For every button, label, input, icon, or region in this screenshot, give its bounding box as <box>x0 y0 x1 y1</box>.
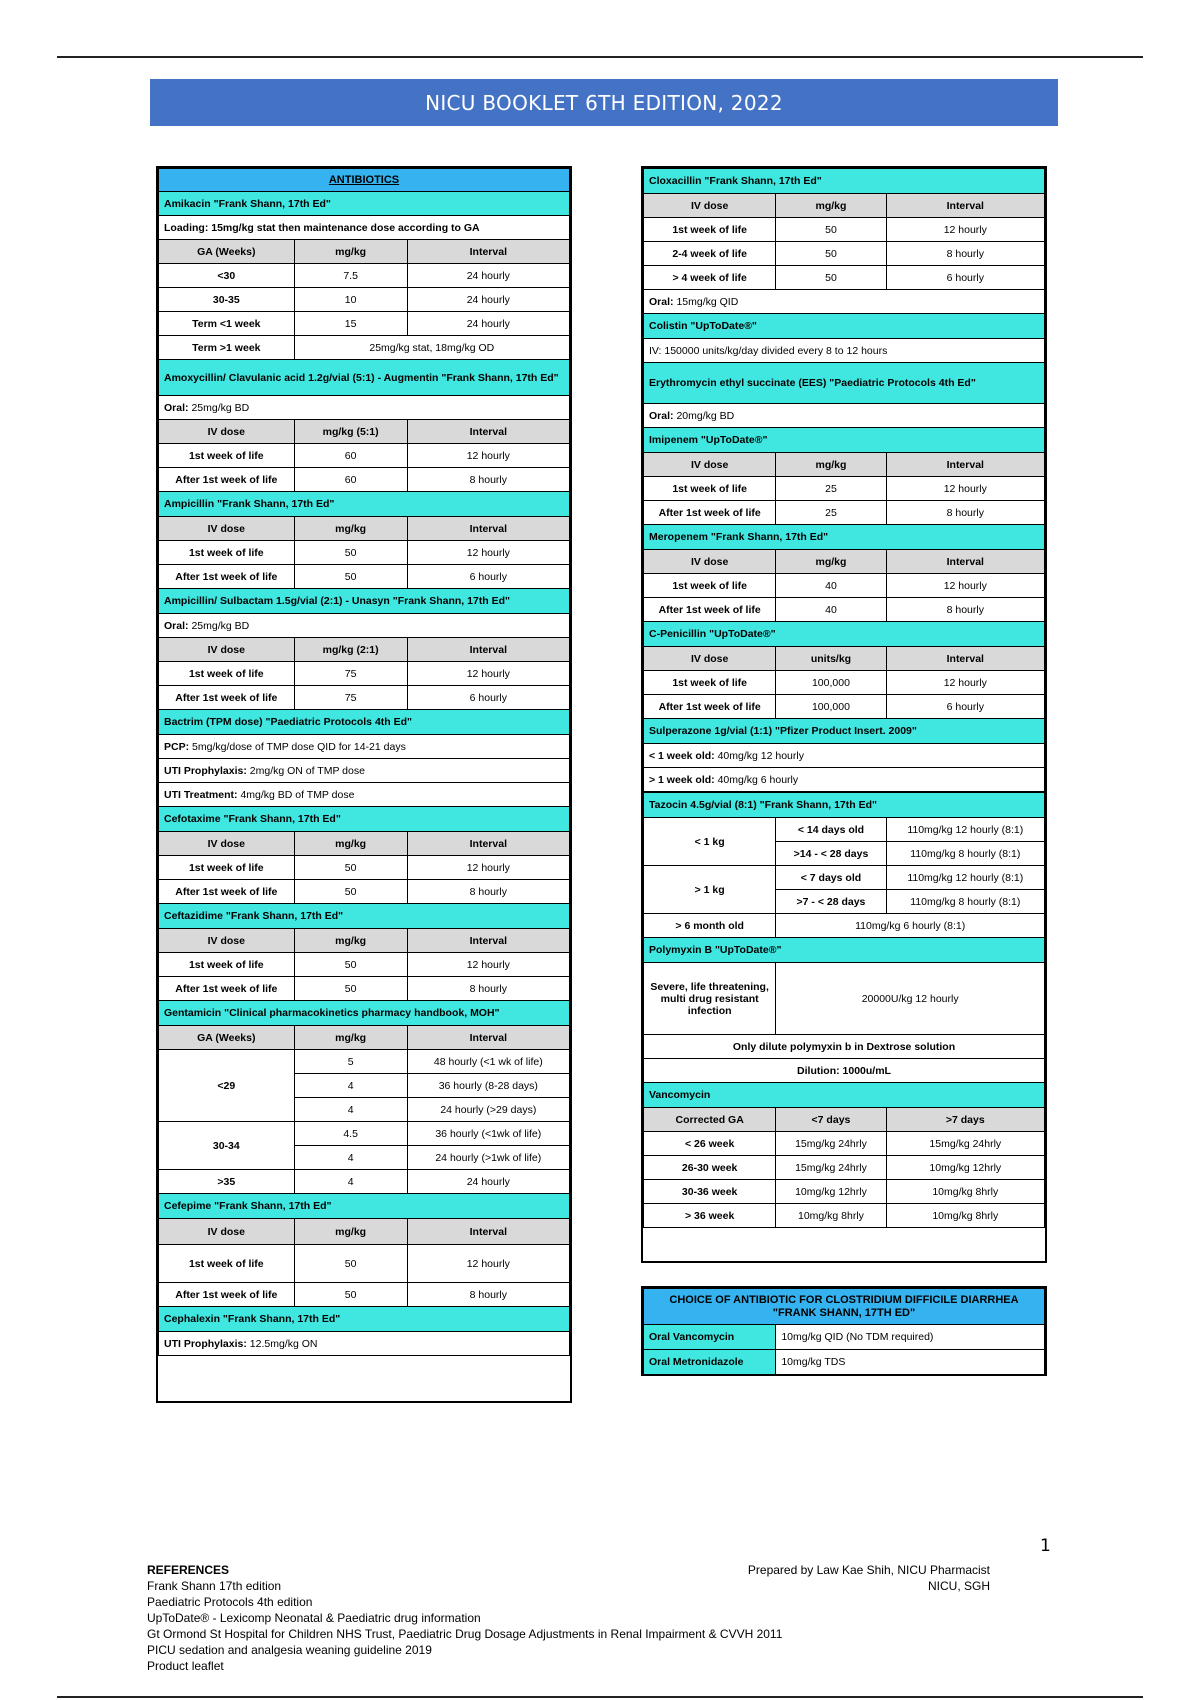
cell: 12 hourly <box>407 856 569 880</box>
cell: 5 <box>294 1050 407 1074</box>
col-header: Interval <box>407 240 569 264</box>
cell: < 1 kg <box>644 818 776 866</box>
amoxy-header: Amoxycillin/ Clavulanic acid 1.2g/vial (5:1) - Augmentin "Frank Shann, 17th Ed" <box>159 360 570 396</box>
cell: 1st week of life <box>159 444 295 468</box>
cell: After 1st week of life <box>644 598 776 622</box>
col-header: mg/kg <box>294 1026 407 1050</box>
cell: 8 hourly <box>407 468 569 492</box>
antibiotics-title: ANTIBIOTICS <box>159 169 570 192</box>
col-header: mg/kg <box>776 453 886 477</box>
cell: 25 <box>776 501 886 525</box>
col-header: mg/kg <box>776 550 886 574</box>
cell: 24 hourly (>1wk of life) <box>407 1146 569 1170</box>
col-header: Interval <box>886 453 1044 477</box>
polymyxin-note: Only dilute polymyxin b in Dextrose solution <box>644 1035 1045 1059</box>
cell: 12 hourly <box>407 1245 569 1283</box>
col-header: IV dose <box>644 550 776 574</box>
cdiff-table <box>641 1286 1047 1376</box>
cell: 50 <box>294 953 407 977</box>
cell: 48 hourly (<1 wk of life) <box>407 1050 569 1074</box>
cell: 4.5 <box>294 1122 407 1146</box>
cell: 15mg/kg 24hrly <box>776 1156 886 1180</box>
cell: 12 hourly <box>407 541 569 565</box>
cell: 10mg/kg 8hrly <box>886 1180 1044 1204</box>
cell: 50 <box>776 242 886 266</box>
cell: 10mg/kg 8hrly <box>886 1204 1044 1228</box>
col-header: IV dose <box>159 1219 295 1245</box>
col-header: mg/kg <box>294 1219 407 1245</box>
cell: 1st week of life <box>159 662 295 686</box>
bottom-rule <box>57 1696 1143 1698</box>
ees-header: Erythromycin ethyl succinate (EES) "Paediatric Protocols 4th Ed" <box>644 363 1045 404</box>
cell: 12 hourly <box>407 662 569 686</box>
unasyn-header: Ampicillin/ Sulbactam 1.5g/vial (2:1) - Unasyn "Frank Shann, 17th Ed" <box>159 589 570 614</box>
col-header: <7 days <box>776 1108 886 1132</box>
sulperazone-line: > 1 week old: 40mg/kg 6 hourly <box>644 768 1045 792</box>
cell: 30-35 <box>159 288 295 312</box>
col-header: Interval <box>886 550 1044 574</box>
page-banner: NICU BOOKLET 6TH EDITION, 2022 <box>150 79 1058 126</box>
sulperazone-line: < 1 week old: 40mg/kg 12 hourly <box>644 744 1045 768</box>
cell: 1st week of life <box>159 541 295 565</box>
cell: 12 hourly <box>407 444 569 468</box>
cell: After 1st week of life <box>159 1283 295 1307</box>
unasyn-oral: Oral: 25mg/kg BD <box>159 614 570 638</box>
cell: 60 <box>294 468 407 492</box>
cell: 1st week of life <box>644 477 776 501</box>
cloxacillin-oral: Oral: 15mg/kg QID <box>644 290 1045 314</box>
cell: 1st week of life <box>644 671 776 695</box>
col-header: Interval <box>407 832 569 856</box>
cell: 12 hourly <box>407 953 569 977</box>
col-header: units/kg <box>776 647 886 671</box>
cell: 2-4 week of life <box>644 242 776 266</box>
col-header: IV dose <box>644 453 776 477</box>
col-header: Interval <box>886 194 1044 218</box>
cell: 8 hourly <box>886 501 1044 525</box>
col-header: Interval <box>886 647 1044 671</box>
cell: < 14 days old <box>776 818 886 842</box>
colistin-line: IV: 150000 units/kg/day divided every 8 to 12 hours <box>644 339 1045 363</box>
bactrim-line: UTI Treatment: 4mg/kg BD of TMP dose <box>159 783 570 807</box>
ampicillin-header: Ampicillin "Frank Shann, 17th Ed" <box>159 492 570 517</box>
col-header: mg/kg <box>294 240 407 264</box>
tazocin-header: Tazocin 4.5g/vial (8:1) "Frank Shann, 17th Ed" <box>644 793 1045 818</box>
cell: 36 hourly (<1wk of life) <box>407 1122 569 1146</box>
cell: < 7 days old <box>776 866 886 890</box>
cell: 10 <box>294 288 407 312</box>
col-header: IV dose <box>159 929 295 953</box>
cell: 4 <box>294 1146 407 1170</box>
cell: > 1 kg <box>644 866 776 914</box>
cell: Term <1 week <box>159 312 295 336</box>
cephalexin-line: UTI Prophylaxis: 12.5mg/kg ON <box>159 1332 570 1356</box>
ceftazidime-header: Ceftazidime "Frank Shann, 17th Ed" <box>159 904 570 929</box>
cell: 24 hourly <box>407 312 569 336</box>
col-header: >7 days <box>886 1108 1044 1132</box>
cell: 50 <box>294 541 407 565</box>
col-header: Interval <box>407 638 569 662</box>
cell: 110mg/kg 6 hourly (8:1) <box>776 914 1045 938</box>
cell: 6 hourly <box>886 695 1044 719</box>
cell: 30-36 week <box>644 1180 776 1204</box>
cell: 26-30 week <box>644 1156 776 1180</box>
cell: 8 hourly <box>886 242 1044 266</box>
col-header: Interval <box>407 1026 569 1050</box>
cell: 110mg/kg 12 hourly (8:1) <box>886 818 1044 842</box>
cloxacillin-header: Cloxacillin "Frank Shann, 17th Ed" <box>644 169 1045 194</box>
cell: 10mg/kg 12hrly <box>776 1180 886 1204</box>
cell: Oral Metronidazole <box>644 1350 776 1375</box>
prepared-line: Prepared by Law Kae Shih, NICU Pharmacist <box>747 1563 990 1577</box>
bactrim-header: Bactrim (TPM dose) "Paediatric Protocols 4th Ed" <box>159 710 570 735</box>
sulperazone-header: Sulperazone 1g/vial (1:1) "Pfizer Product Insert. 2009" <box>644 719 1045 744</box>
cell: 110mg/kg 12 hourly (8:1) <box>886 866 1044 890</box>
cell: 50 <box>294 880 407 904</box>
cell: After 1st week of life <box>159 977 295 1001</box>
cell: After 1st week of life <box>644 695 776 719</box>
cell: After 1st week of life <box>159 880 295 904</box>
col-header: GA (Weeks) <box>159 1026 295 1050</box>
amoxy-oral: Oral: 25mg/kg BD <box>159 396 570 420</box>
col-header: IV dose <box>644 647 776 671</box>
cell: 50 <box>294 977 407 1001</box>
colistin-header: Colistin "UpToDate®" <box>644 314 1045 339</box>
reference-item: Product leaflet <box>147 1659 224 1673</box>
cell: 100,000 <box>776 695 886 719</box>
cell: > 4 week of life <box>644 266 776 290</box>
cell: >14 - < 28 days <box>776 842 886 866</box>
col-header: mg/kg <box>776 194 886 218</box>
cell: 24 hourly <box>407 1170 569 1194</box>
cell: 12 hourly <box>886 671 1044 695</box>
cell: 15mg/kg 24hrly <box>776 1132 886 1156</box>
cell: 1st week of life <box>159 856 295 880</box>
ees-oral: Oral: 20mg/kg BD <box>644 404 1045 428</box>
reference-item: Frank Shann 17th edition <box>147 1579 282 1593</box>
col-header: mg/kg <box>294 517 407 541</box>
reference-item: Paediatric Protocols 4th edition <box>147 1595 313 1609</box>
vancomycin-header: Vancomycin <box>644 1083 1045 1108</box>
col-header: IV dose <box>159 420 295 444</box>
cell: 24 hourly <box>407 288 569 312</box>
cell: 10mg/kg TDS <box>776 1350 1045 1375</box>
cell: 4 <box>294 1098 407 1122</box>
reference-item: PICU sedation and analgesia weaning guideline 2019 <box>147 1643 432 1657</box>
col-header: Interval <box>407 929 569 953</box>
bactrim-line: UTI Prophylaxis: 2mg/kg ON of TMP dose <box>159 759 570 783</box>
cell: 100,000 <box>776 671 886 695</box>
cell: 40 <box>776 598 886 622</box>
cell: 8 hourly <box>407 977 569 1001</box>
col-header: IV dose <box>159 517 295 541</box>
cephalexin-header: Cephalexin "Frank Shann, 17th Ed" <box>159 1307 570 1332</box>
cell: 30-34 <box>159 1122 295 1170</box>
cell: 12 hourly <box>886 218 1044 242</box>
cell: >35 <box>159 1170 295 1194</box>
polymyxin-header: Polymyxin B "UpToDate®" <box>644 938 1045 963</box>
cell: 50 <box>294 1283 407 1307</box>
cell: 10mg/kg QID (No TDM required) <box>776 1325 1045 1350</box>
cell: 10mg/kg 12hrly <box>886 1156 1044 1180</box>
cell: Term >1 week <box>159 336 295 360</box>
antibiotics-table-left <box>156 166 572 1403</box>
col-header: IV dose <box>159 832 295 856</box>
col-header: mg/kg <box>294 929 407 953</box>
antibiotics-table-right <box>641 166 1047 1263</box>
cell: 1st week of life <box>644 218 776 242</box>
cell: 24 hourly (>29 days) <box>407 1098 569 1122</box>
cell: 60 <box>294 444 407 468</box>
cell: 8 hourly <box>407 880 569 904</box>
col-header: Interval <box>407 517 569 541</box>
cell: 75 <box>294 662 407 686</box>
cell: 15 <box>294 312 407 336</box>
cell: 7.5 <box>294 264 407 288</box>
cell: 1st week of life <box>159 953 295 977</box>
col-header: Interval <box>407 420 569 444</box>
cell: 1st week of life <box>644 574 776 598</box>
cell: Severe, life threatening, multi drug resistant infection <box>644 963 776 1035</box>
polymyxin-note: Dilution: 1000u/mL <box>644 1059 1045 1083</box>
amikacin-header: Amikacin "Frank Shann, 17th Ed" <box>159 192 570 216</box>
cell: After 1st week of life <box>644 501 776 525</box>
cefotaxime-header: Cefotaxime "Frank Shann, 17th Ed" <box>159 807 570 832</box>
cell: 1st week of life <box>159 1245 295 1283</box>
col-header: Corrected GA <box>644 1108 776 1132</box>
cell: After 1st week of life <box>159 686 295 710</box>
reference-item: UpToDate® - Lexicomp Neonatal & Paediatric drug information <box>147 1611 481 1625</box>
cell: 6 hourly <box>407 565 569 589</box>
references-title: REFERENCES <box>147 1563 230 1577</box>
cell: 50 <box>294 1245 407 1283</box>
cell: 12 hourly <box>886 574 1044 598</box>
reference-item: Gt Ormond St Hospital for Children NHS Trust, Paediatric Drug Dosage Adjustments in Renal Impairment & CVVH 2011 <box>147 1627 783 1641</box>
col-header: Interval <box>407 1219 569 1245</box>
cell: 50 <box>294 565 407 589</box>
gentamicin-header: Gentamicin "Clinical pharmacokinetics pharmacy handbook, MOH" <box>159 1001 570 1026</box>
cell: < 26 week <box>644 1132 776 1156</box>
cell: > 36 week <box>644 1204 776 1228</box>
cpen-header: C-Penicillin "UpToDate®" <box>644 622 1045 647</box>
col-header: mg/kg (5:1) <box>294 420 407 444</box>
top-rule <box>57 56 1143 58</box>
bactrim-line: PCP: 5mg/kg/dose of TMP dose QID for 14-21 days <box>159 735 570 759</box>
cell: After 1st week of life <box>159 468 295 492</box>
cell: 20000U/kg 12 hourly <box>776 963 1045 1035</box>
col-header: IV dose <box>159 638 295 662</box>
cell: <30 <box>159 264 295 288</box>
col-header: IV dose <box>644 194 776 218</box>
prepared-by <box>748 1562 990 1594</box>
cell: 50 <box>776 266 886 290</box>
cell: 25mg/kg stat, 18mg/kg OD <box>294 336 569 360</box>
cdiff-title: CHOICE OF ANTIBIOTIC FOR CLOSTRIDIUM DIFFICILE DIARRHEA "FRANK SHANN, 17TH ED" <box>644 1289 1045 1325</box>
cefepime-header: Cefepime "Frank Shann, 17th Ed" <box>159 1194 570 1219</box>
col-header: mg/kg (2:1) <box>294 638 407 662</box>
page-number: 1 <box>1040 1536 1051 1556</box>
cell: 25 <box>776 477 886 501</box>
cell: <29 <box>159 1050 295 1122</box>
cell: 50 <box>776 218 886 242</box>
cell: 6 hourly <box>407 686 569 710</box>
cell: 110mg/kg 8 hourly (8:1) <box>886 842 1044 866</box>
cell: 40 <box>776 574 886 598</box>
cell: 4 <box>294 1170 407 1194</box>
cell: Oral Vancomycin <box>644 1325 776 1350</box>
cell: 4 <box>294 1074 407 1098</box>
cell: >7 - < 28 days <box>776 890 886 914</box>
references <box>147 1562 782 1674</box>
cell: 8 hourly <box>407 1283 569 1307</box>
imipenem-header: Imipenem "UpToDate®" <box>644 428 1045 453</box>
cell: 15mg/kg 24hrly <box>886 1132 1044 1156</box>
cell: 10mg/kg 8hrly <box>776 1204 886 1228</box>
cell: > 6 month old <box>644 914 776 938</box>
col-header: GA (Weeks) <box>159 240 295 264</box>
cell: 6 hourly <box>886 266 1044 290</box>
cell: 110mg/kg 8 hourly (8:1) <box>886 890 1044 914</box>
cell: 75 <box>294 686 407 710</box>
amikacin-loading: Loading: 15mg/kg stat then maintenance dose according to GA <box>159 216 570 240</box>
cell: 24 hourly <box>407 264 569 288</box>
cell: 12 hourly <box>886 477 1044 501</box>
prepared-line: NICU, SGH <box>927 1579 990 1593</box>
cell: 36 hourly (8-28 days) <box>407 1074 569 1098</box>
col-header: mg/kg <box>294 832 407 856</box>
cell: After 1st week of life <box>159 565 295 589</box>
cell: 50 <box>294 856 407 880</box>
cell: 8 hourly <box>886 598 1044 622</box>
meropenem-header: Meropenem "Frank Shann, 17th Ed" <box>644 525 1045 550</box>
